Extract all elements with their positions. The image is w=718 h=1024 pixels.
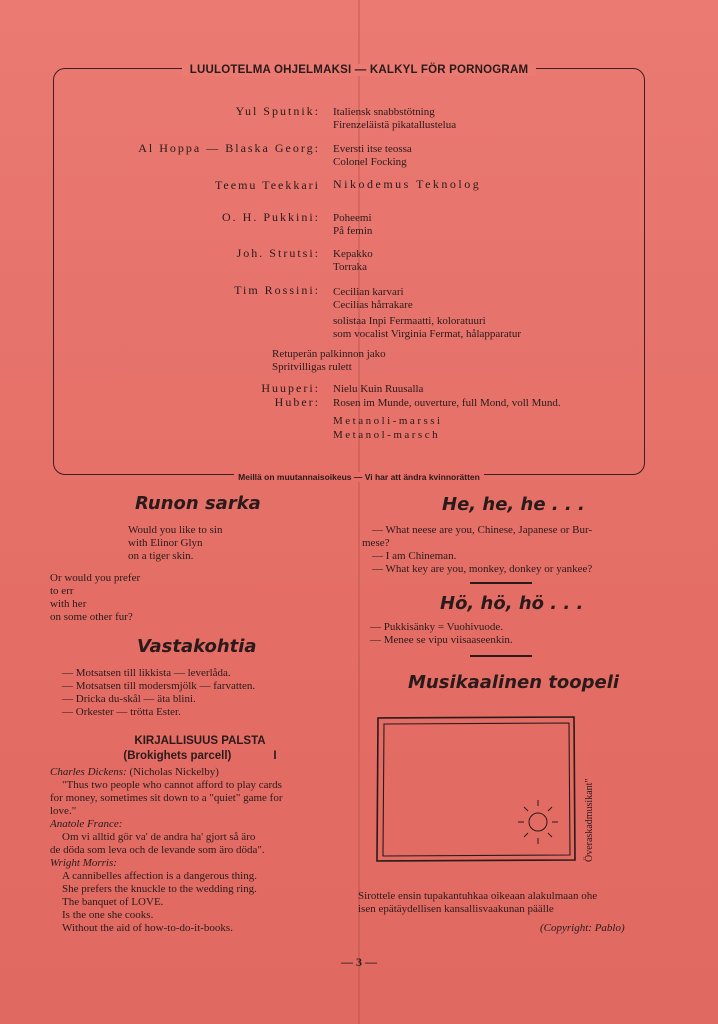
quote-dickens: Charles Dickens: (Nicholas Nickelby) "Thus two people who cannot afford to play cards for money, sometimes sit down to a "quiet" game for love." Anatole France: Om vi alltid gör va' de andra ha' gjort så äro de döda som leva och de levande som äro döda". Wright Morris: A cannibelles affection is a dangerous thing. She prefers the knuckle to the wedding ring. The banquet of LOVE. Is the one she cooks. Without the aid of how-to-do-it-books. [50,766,283,934]
heading-kirjallisuus: KIRJALLISUUS PALSTA [134,735,266,747]
cast-name: Yul Sputnik: [235,104,320,118]
march-title: Metanoli-marssi Metanol-marsch [333,415,443,441]
heading-musikaalinen-toopeli: Musikaalinen toopeli [408,672,620,693]
page-number: — 3 — [341,955,377,969]
dialogue-2: — Pukkisänky = Vuohivuode. — Menee se vipu viisaaseenkin. [370,621,513,646]
side-caption: Överaskadmusikant" [584,778,595,862]
subheading-brokighets: (Brokighets parcell) I [123,750,277,762]
program-title: LUULOTELMA OHJELMAKSI — KALKYL FÖR PORNOGRAM [0,60,718,78]
cast-name: Huuperi: [261,381,320,395]
cast-name: Huber: [274,395,320,409]
cast-role: Kepakko Torraka [333,248,373,273]
copyright: (Copyright: Pablo) [540,922,625,934]
heading-runon-sarka: Runon sarka [135,493,261,514]
drawing-caption: Sirottele ensin tupakantuhkaa oikeaan alakulmaan ohe isen epätäydellisen kansallisvaakunan päälle [358,890,598,915]
retu-lines: Retuperän palkinnon jako Spritvilligas rulett [272,348,386,373]
cast-name: Tim Rossini: [234,283,320,297]
divider [470,655,532,657]
poem-1: Would you like to sin with Elinor Glyn on a tiger skin. [128,524,223,562]
divider [470,582,532,584]
cast-role: Cecilian karvari Cecilias hårrakare solistaa Inpi Fermaatti, koloratuuri som vocalist Virginia Fermat, hålapparatur [333,286,522,340]
sun-drawing [376,716,576,862]
program-footer: Meillä on muutannaisoikeus — Vi har att ändra kvinnorätten [0,467,718,485]
cast-role: Rosen im Munde, ouverture, full Mond, voll Mund. [333,397,561,409]
heading-ho-ho-ho: Hö, hö, hö . . . [440,593,584,614]
cast-name: Al Hoppa — Blaska Georg: [138,141,320,155]
cast-role: Eversti itse teossa Colonel Focking [333,143,412,168]
cast-name: O. H. Pukkini: [221,210,320,224]
cast-role: Poheemi På femin [333,212,373,237]
heading-vastakohtia: Vastakohtia [137,636,257,657]
cast-role: Nikodemus Teknolog [333,177,482,191]
cast-name: Teemu Teekkari [214,178,320,192]
cast-name: Joh. Strutsi: [236,246,320,260]
heading-he-he-he: He, he, he . . . [442,494,585,515]
dialogue-1: — What neese are you, Chinese, Japanese or Bur- mese? — I am Chineman. — What key are you, monkey, donkey or yankee? [362,524,593,575]
cast-role: Nielu Kuin Ruusalla [333,383,424,395]
opposites-list: — Motsatsen till likkista — leverlåda. — Motsatsen till modersmjölk — farvatten. — Dricka du-skål — äta blini. — Orkester — trötta Ester. [62,667,256,718]
cast-role: Italiensk snabbstötning Firenzeläistä pikatallustelua [333,106,457,131]
poem-2: Or would you prefer to err with her on some other fur? [50,572,141,623]
